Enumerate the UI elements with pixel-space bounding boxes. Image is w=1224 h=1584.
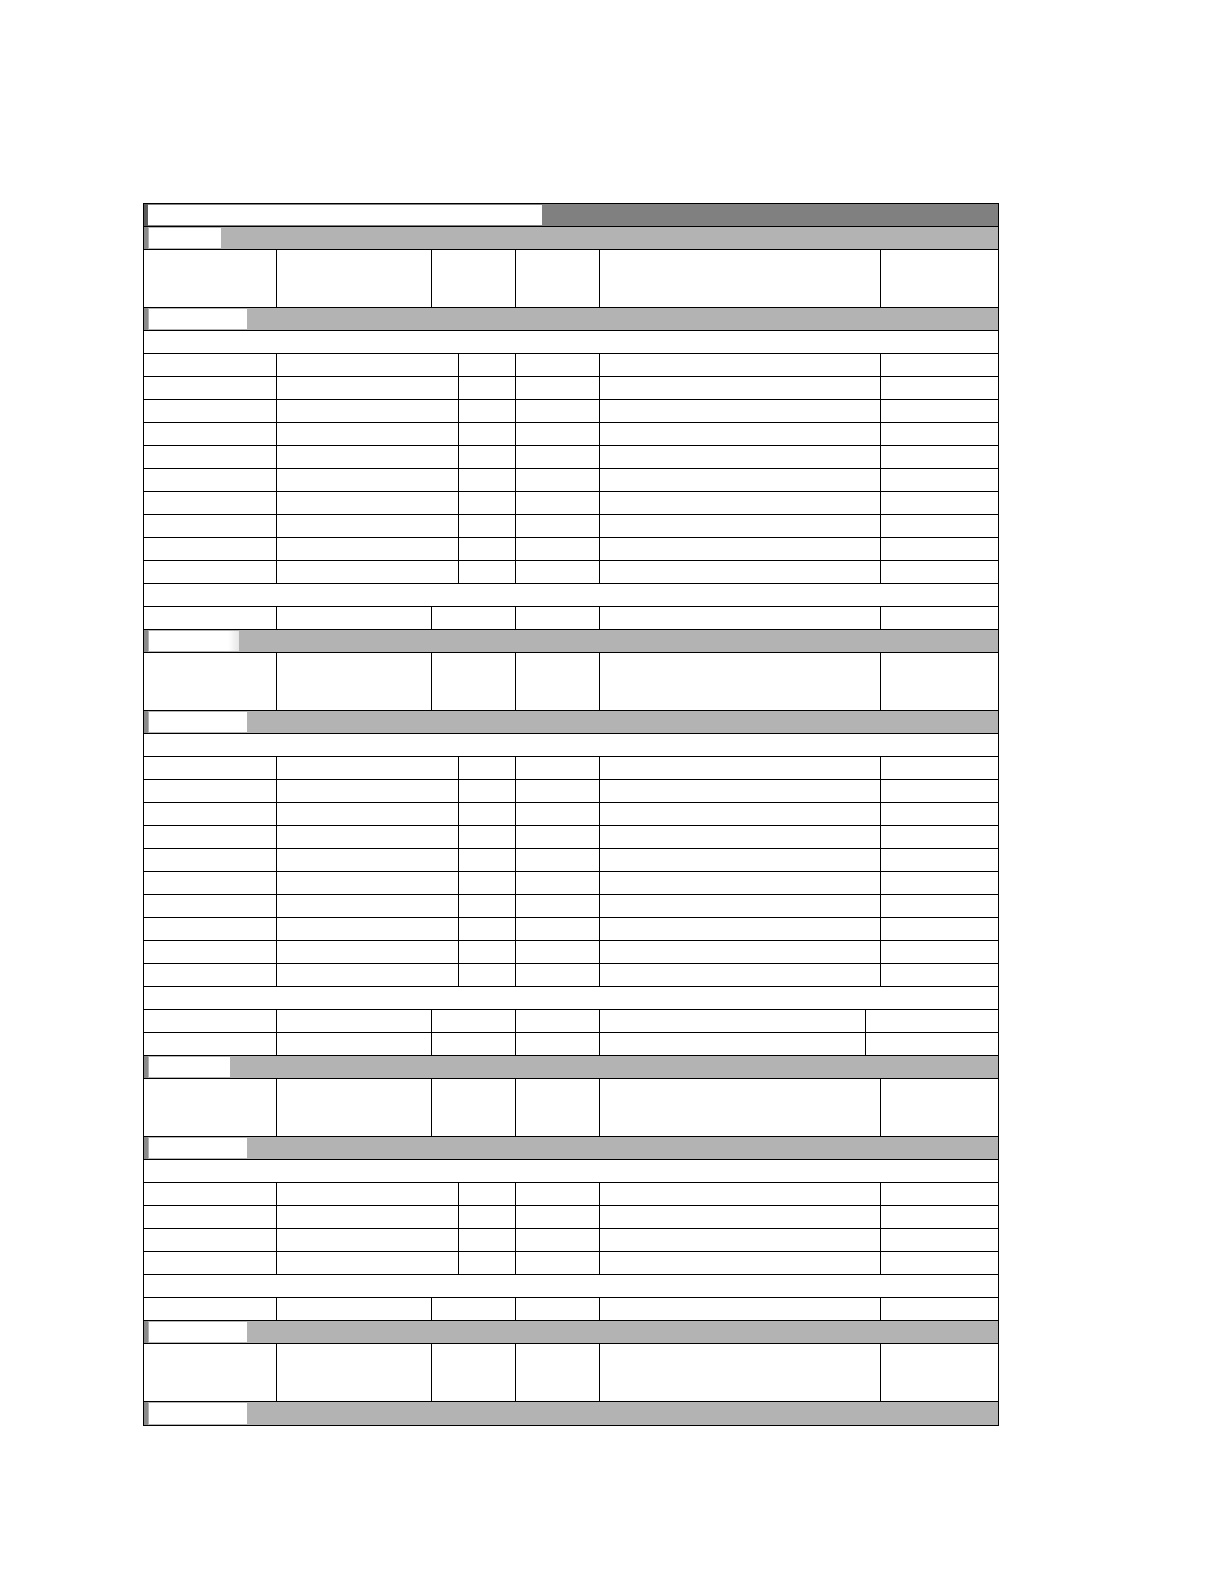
list-row-1-1 — [144, 354, 998, 377]
section-header-4 — [144, 711, 998, 734]
list-row-3-2-cell-2[interactable] — [276, 1206, 458, 1228]
list-row-3-3-cell-6[interactable] — [880, 1229, 998, 1251]
list-row-2-9-cell-4[interactable] — [515, 941, 599, 963]
total-row-2b — [144, 1033, 998, 1056]
list-row-3-4-cell-5[interactable] — [599, 1252, 880, 1274]
total-row-1-cell-1[interactable] — [144, 607, 276, 629]
list-row-3-1-cell-2[interactable] — [276, 1183, 458, 1205]
list-row-1-8-cell-5[interactable] — [599, 515, 880, 537]
entry-block-3-cell-1[interactable] — [144, 1079, 276, 1136]
list-row-1-9-cell-3[interactable] — [458, 538, 515, 560]
entry-block-4-cell-4[interactable] — [515, 1344, 599, 1401]
section-accent — [144, 1137, 148, 1159]
list-row-3-3-cell-3[interactable] — [458, 1229, 515, 1251]
entry-block-1-cell-3[interactable] — [431, 250, 515, 307]
list-row-1-10-cell-4[interactable] — [515, 561, 599, 583]
total-row-2a-cell-3[interactable] — [431, 1010, 515, 1032]
entry-block-1 — [144, 250, 998, 308]
list-row-2-2-cell-1[interactable] — [144, 780, 276, 802]
list-row-3-1-cell-3[interactable] — [458, 1183, 515, 1205]
form-table — [143, 203, 999, 1426]
section-label — [149, 1403, 247, 1424]
list-row-1-8-cell-1[interactable] — [144, 515, 276, 537]
list-row-2-7-cell-6[interactable] — [880, 895, 998, 917]
section-label — [149, 712, 247, 732]
list-row-2-5-cell-5[interactable] — [599, 849, 880, 871]
list-row-3-4-cell-2[interactable] — [276, 1252, 458, 1274]
list-row-1-9 — [144, 538, 998, 561]
list-row-1-7-cell-3[interactable] — [458, 492, 515, 514]
list-row-2-4-cell-6[interactable] — [880, 826, 998, 848]
list-row-2-7-cell-5[interactable] — [599, 895, 880, 917]
list-row-1-6-cell-5[interactable] — [599, 469, 880, 491]
section-accent — [144, 630, 148, 652]
list-row-3-3-cell-1[interactable] — [144, 1229, 276, 1251]
list-row-1-4-cell-6[interactable] — [880, 423, 998, 445]
entry-block-2-cell-1[interactable] — [144, 653, 276, 710]
section-label — [149, 1322, 247, 1342]
list-row-3-3-cell-2[interactable] — [276, 1229, 458, 1251]
entry-block-1-cell-6[interactable] — [880, 250, 998, 307]
entry-block-3-cell-2[interactable] — [276, 1079, 431, 1136]
list-row-1-6-cell-4[interactable] — [515, 469, 599, 491]
list-row-3-1-cell-4[interactable] — [515, 1183, 599, 1205]
list-row-1-5-cell-6[interactable] — [880, 446, 998, 468]
list-row-2-8-cell-5[interactable] — [599, 918, 880, 940]
list-row-1-5-cell-5[interactable] — [599, 446, 880, 468]
list-row-2-1 — [144, 757, 998, 780]
list-row-1-8-cell-6[interactable] — [880, 515, 998, 537]
section-header-6 — [144, 1137, 998, 1160]
list-row-1-5-cell-2[interactable] — [276, 446, 458, 468]
list-row-2-10 — [144, 964, 998, 987]
list-row-1-10-cell-3[interactable] — [458, 561, 515, 583]
list-row-1-2-cell-5[interactable] — [599, 377, 880, 399]
list-row-1-10-cell-6[interactable] — [880, 561, 998, 583]
list-row-2-1-cell-2[interactable] — [276, 757, 458, 779]
total-row-2b-cell-1[interactable] — [144, 1033, 276, 1055]
list-row-2-9 — [144, 941, 998, 964]
list-row-2-7-cell-1[interactable] — [144, 895, 276, 917]
total-row-1-cell-3[interactable] — [431, 607, 515, 629]
list-row-2-6-cell-4[interactable] — [515, 872, 599, 894]
total-row-2a-cell-2[interactable] — [276, 1010, 431, 1032]
list-row-3-4-cell-3[interactable] — [458, 1252, 515, 1274]
list-row-2-10-cell-5[interactable] — [599, 964, 880, 986]
total-row-2a-cell-1[interactable] — [144, 1010, 276, 1032]
list-row-2-1-cell-1[interactable] — [144, 757, 276, 779]
list-row-1-2-cell-6[interactable] — [880, 377, 998, 399]
list-row-1-8-cell-3[interactable] — [458, 515, 515, 537]
list-row-2-9-cell-6[interactable] — [880, 941, 998, 963]
spacer-1 — [144, 584, 998, 607]
total-row-3 — [144, 1298, 998, 1321]
entry-block-4-cell-6[interactable] — [880, 1344, 998, 1401]
list-row-2-5-cell-1[interactable] — [144, 849, 276, 871]
list-row-1-2-cell-4[interactable] — [515, 377, 599, 399]
list-row-3-2-cell-6[interactable] — [880, 1206, 998, 1228]
list-row-2-10-cell-1[interactable] — [144, 964, 276, 986]
total-row-2a-cell-5[interactable] — [599, 1010, 865, 1032]
list-row-2-9-cell-2[interactable] — [276, 941, 458, 963]
list-row-1-7-cell-6[interactable] — [880, 492, 998, 514]
list-row-2-5-cell-2[interactable] — [276, 849, 458, 871]
list-row-1-9-cell-2[interactable] — [276, 538, 458, 560]
list-row-1-10-cell-2[interactable] — [276, 561, 458, 583]
list-row-1-7-cell-2[interactable] — [276, 492, 458, 514]
list-row-1-3-cell-6[interactable] — [880, 400, 998, 422]
list-row-1-2-cell-2[interactable] — [276, 377, 458, 399]
list-row-1-2-cell-1[interactable] — [144, 377, 276, 399]
list-row-1-6-cell-2[interactable] — [276, 469, 458, 491]
list-row-2-3 — [144, 803, 998, 826]
list-row-2-6 — [144, 872, 998, 895]
list-row-2-5-cell-3[interactable] — [458, 849, 515, 871]
list-row-2-2 — [144, 780, 998, 803]
entry-block-2-cell-5[interactable] — [599, 653, 880, 710]
entry-block-2-cell-2[interactable] — [276, 653, 431, 710]
list-row-3-1-cell-1[interactable] — [144, 1183, 276, 1205]
section-label — [149, 228, 221, 248]
list-row-2-1-cell-5[interactable] — [599, 757, 880, 779]
list-row-2-4-cell-5[interactable] — [599, 826, 880, 848]
section-accent — [144, 1321, 148, 1343]
total-row-1 — [144, 607, 998, 630]
list-row-2-10-cell-3[interactable] — [458, 964, 515, 986]
list-row-3-1-cell-5[interactable] — [599, 1183, 880, 1205]
total-row-1-cell-4[interactable] — [515, 607, 599, 629]
list-row-2-4-cell-3[interactable] — [458, 826, 515, 848]
list-row-2-10-cell-4[interactable] — [515, 964, 599, 986]
list-row-2-9-cell-5[interactable] — [599, 941, 880, 963]
list-row-1-7 — [144, 492, 998, 515]
form-title — [148, 205, 542, 225]
list-row-2-3-cell-1[interactable] — [144, 803, 276, 825]
list-row-1-1-cell-5[interactable] — [599, 354, 880, 376]
entry-block-1-cell-5[interactable] — [599, 250, 880, 307]
list-row-1-4 — [144, 423, 998, 446]
list-row-1-3-cell-4[interactable] — [515, 400, 599, 422]
list-row-1-3-cell-5[interactable] — [599, 400, 880, 422]
total-row-2b-cell-3[interactable] — [431, 1033, 515, 1055]
section-header-2 — [144, 308, 998, 331]
list-row-1-6-cell-3[interactable] — [458, 469, 515, 491]
list-row-1-1-cell-1[interactable] — [144, 354, 276, 376]
total-row-2b-cell-6[interactable] — [865, 1033, 998, 1055]
list-row-3-3-cell-5[interactable] — [599, 1229, 880, 1251]
entry-block-3-cell-5[interactable] — [599, 1079, 880, 1136]
list-row-3-4-cell-1[interactable] — [144, 1252, 276, 1274]
list-row-2-4 — [144, 826, 998, 849]
list-row-1-6-cell-6[interactable] — [880, 469, 998, 491]
list-row-3-2-cell-5[interactable] — [599, 1206, 880, 1228]
section-label — [149, 631, 239, 651]
list-row-2-7-cell-3[interactable] — [458, 895, 515, 917]
list-row-2-3-cell-3[interactable] — [458, 803, 515, 825]
list-row-1-5-cell-3[interactable] — [458, 446, 515, 468]
subheader-2 — [144, 734, 998, 757]
total-row-3-cell-1[interactable] — [144, 1298, 276, 1320]
list-row-2-2-cell-3[interactable] — [458, 780, 515, 802]
list-row-2-1-cell-4[interactable] — [515, 757, 599, 779]
section-label — [149, 309, 247, 329]
total-row-2b-cell-4[interactable] — [515, 1033, 599, 1055]
total-row-3-cell-5[interactable] — [599, 1298, 880, 1320]
entry-block-2-cell-4[interactable] — [515, 653, 599, 710]
list-row-1-6 — [144, 469, 998, 492]
list-row-2-4-cell-1[interactable] — [144, 826, 276, 848]
form-title-bar — [144, 204, 998, 227]
list-row-3-4-cell-6[interactable] — [880, 1252, 998, 1274]
spacer-2 — [144, 987, 998, 1010]
entry-block-1-cell-1[interactable] — [144, 250, 276, 307]
list-row-1-9-cell-5[interactable] — [599, 538, 880, 560]
list-row-2-2-cell-6[interactable] — [880, 780, 998, 802]
list-row-2-6-cell-5[interactable] — [599, 872, 880, 894]
list-row-3-2-cell-4[interactable] — [515, 1206, 599, 1228]
list-row-2-10-cell-6[interactable] — [880, 964, 998, 986]
list-row-1-1-cell-3[interactable] — [458, 354, 515, 376]
list-row-3-3 — [144, 1229, 998, 1252]
list-row-2-8 — [144, 918, 998, 941]
list-row-1-10 — [144, 561, 998, 584]
list-row-2-9-cell-1[interactable] — [144, 941, 276, 963]
list-row-2-8-cell-1[interactable] — [144, 918, 276, 940]
list-row-2-3-cell-2[interactable] — [276, 803, 458, 825]
total-row-2b-cell-2[interactable] — [276, 1033, 431, 1055]
section-header-5 — [144, 1056, 998, 1079]
spacer-3 — [144, 1275, 998, 1298]
entry-block-3 — [144, 1079, 998, 1137]
list-row-3-4-cell-4[interactable] — [515, 1252, 599, 1274]
entry-block-2 — [144, 653, 998, 711]
entry-block-4-cell-2[interactable] — [276, 1344, 431, 1401]
section-header-3 — [144, 630, 998, 653]
list-row-1-6-cell-1[interactable] — [144, 469, 276, 491]
list-row-2-4-cell-2[interactable] — [276, 826, 458, 848]
list-row-1-4-cell-3[interactable] — [458, 423, 515, 445]
list-row-2-3-cell-6[interactable] — [880, 803, 998, 825]
list-row-2-5-cell-4[interactable] — [515, 849, 599, 871]
list-row-2-4-cell-4[interactable] — [515, 826, 599, 848]
list-row-2-2-cell-5[interactable] — [599, 780, 880, 802]
list-row-2-6-cell-1[interactable] — [144, 872, 276, 894]
list-row-1-8-cell-2[interactable] — [276, 515, 458, 537]
list-row-2-8-cell-6[interactable] — [880, 918, 998, 940]
subheader-1 — [144, 331, 998, 354]
list-row-1-10-cell-5[interactable] — [599, 561, 880, 583]
list-row-1-1-cell-4[interactable] — [515, 354, 599, 376]
section-accent — [144, 308, 148, 330]
list-row-1-8 — [144, 515, 998, 538]
list-row-2-1-cell-3[interactable] — [458, 757, 515, 779]
list-row-3-2 — [144, 1206, 998, 1229]
list-row-2-10-cell-2[interactable] — [276, 964, 458, 986]
entry-block-3-cell-4[interactable] — [515, 1079, 599, 1136]
total-row-1-cell-5[interactable] — [599, 607, 880, 629]
list-row-1-2 — [144, 377, 998, 400]
list-row-1-8-cell-4[interactable] — [515, 515, 599, 537]
entry-block-4-cell-3[interactable] — [431, 1344, 515, 1401]
list-row-1-3-cell-1[interactable] — [144, 400, 276, 422]
list-row-1-2-cell-3[interactable] — [458, 377, 515, 399]
list-row-1-3-cell-3[interactable] — [458, 400, 515, 422]
list-row-1-5 — [144, 446, 998, 469]
entry-block-2-cell-3[interactable] — [431, 653, 515, 710]
total-row-3-cell-6[interactable] — [880, 1298, 998, 1320]
list-row-1-3 — [144, 400, 998, 423]
list-row-2-3-cell-5[interactable] — [599, 803, 880, 825]
list-row-1-4-cell-4[interactable] — [515, 423, 599, 445]
subheader-3 — [144, 1160, 998, 1183]
list-row-3-2-cell-1[interactable] — [144, 1206, 276, 1228]
list-row-2-7 — [144, 895, 998, 918]
total-row-2a — [144, 1010, 998, 1033]
section-accent — [144, 1056, 148, 1078]
section-header-8 — [144, 1402, 998, 1425]
list-row-2-1-cell-6[interactable] — [880, 757, 998, 779]
list-row-3-2-cell-3[interactable] — [458, 1206, 515, 1228]
list-row-3-3-cell-4[interactable] — [515, 1229, 599, 1251]
section-accent — [144, 1402, 148, 1425]
list-row-1-9-cell-6[interactable] — [880, 538, 998, 560]
total-row-3-cell-4[interactable] — [515, 1298, 599, 1320]
list-row-1-9-cell-1[interactable] — [144, 538, 276, 560]
list-row-1-5-cell-1[interactable] — [144, 446, 276, 468]
list-row-2-8-cell-4[interactable] — [515, 918, 599, 940]
entry-block-3-cell-6[interactable] — [880, 1079, 998, 1136]
total-row-2a-cell-4[interactable] — [515, 1010, 599, 1032]
section-label — [149, 1138, 247, 1158]
list-row-2-6-cell-3[interactable] — [458, 872, 515, 894]
list-row-1-1-cell-2[interactable] — [276, 354, 458, 376]
list-row-1-10-cell-1[interactable] — [144, 561, 276, 583]
list-row-1-9-cell-4[interactable] — [515, 538, 599, 560]
list-row-2-8-cell-3[interactable] — [458, 918, 515, 940]
list-row-1-4-cell-5[interactable] — [599, 423, 880, 445]
list-row-2-7-cell-2[interactable] — [276, 895, 458, 917]
entry-block-3-cell-3[interactable] — [431, 1079, 515, 1136]
list-row-2-2-cell-4[interactable] — [515, 780, 599, 802]
list-row-3-1 — [144, 1183, 998, 1206]
entry-block-1-cell-4[interactable] — [515, 250, 599, 307]
list-row-1-5-cell-4[interactable] — [515, 446, 599, 468]
total-row-1-cell-2[interactable] — [276, 607, 431, 629]
section-label — [149, 1057, 230, 1077]
list-row-3-1-cell-6[interactable] — [880, 1183, 998, 1205]
list-row-2-7-cell-4[interactable] — [515, 895, 599, 917]
list-row-1-1-cell-6[interactable] — [880, 354, 998, 376]
entry-block-4-cell-1[interactable] — [144, 1344, 276, 1401]
list-row-2-2-cell-2[interactable] — [276, 780, 458, 802]
total-row-3-cell-3[interactable] — [431, 1298, 515, 1320]
list-row-1-7-cell-1[interactable] — [144, 492, 276, 514]
list-row-2-6-cell-6[interactable] — [880, 872, 998, 894]
section-header-1 — [144, 227, 998, 250]
list-row-1-7-cell-4[interactable] — [515, 492, 599, 514]
list-row-1-4-cell-2[interactable] — [276, 423, 458, 445]
list-row-3-4 — [144, 1252, 998, 1275]
entry-block-4-cell-5[interactable] — [599, 1344, 880, 1401]
entry-block-4 — [144, 1344, 998, 1402]
list-row-1-4-cell-1[interactable] — [144, 423, 276, 445]
total-row-2b-cell-5[interactable] — [599, 1033, 865, 1055]
list-row-2-9-cell-3[interactable] — [458, 941, 515, 963]
total-row-2a-cell-6[interactable] — [865, 1010, 998, 1032]
total-row-3-cell-2[interactable] — [276, 1298, 431, 1320]
entry-block-2-cell-6[interactable] — [880, 653, 998, 710]
list-row-1-7-cell-5[interactable] — [599, 492, 880, 514]
list-row-2-5-cell-6[interactable] — [880, 849, 998, 871]
list-row-2-6-cell-2[interactable] — [276, 872, 458, 894]
section-accent — [144, 227, 148, 249]
total-row-1-cell-6[interactable] — [880, 607, 998, 629]
entry-block-1-cell-2[interactable] — [276, 250, 431, 307]
list-row-2-8-cell-2[interactable] — [276, 918, 458, 940]
section-accent — [144, 711, 148, 733]
section-header-7 — [144, 1321, 998, 1344]
list-row-2-3-cell-4[interactable] — [515, 803, 599, 825]
list-row-1-3-cell-2[interactable] — [276, 400, 458, 422]
list-row-2-5 — [144, 849, 998, 872]
